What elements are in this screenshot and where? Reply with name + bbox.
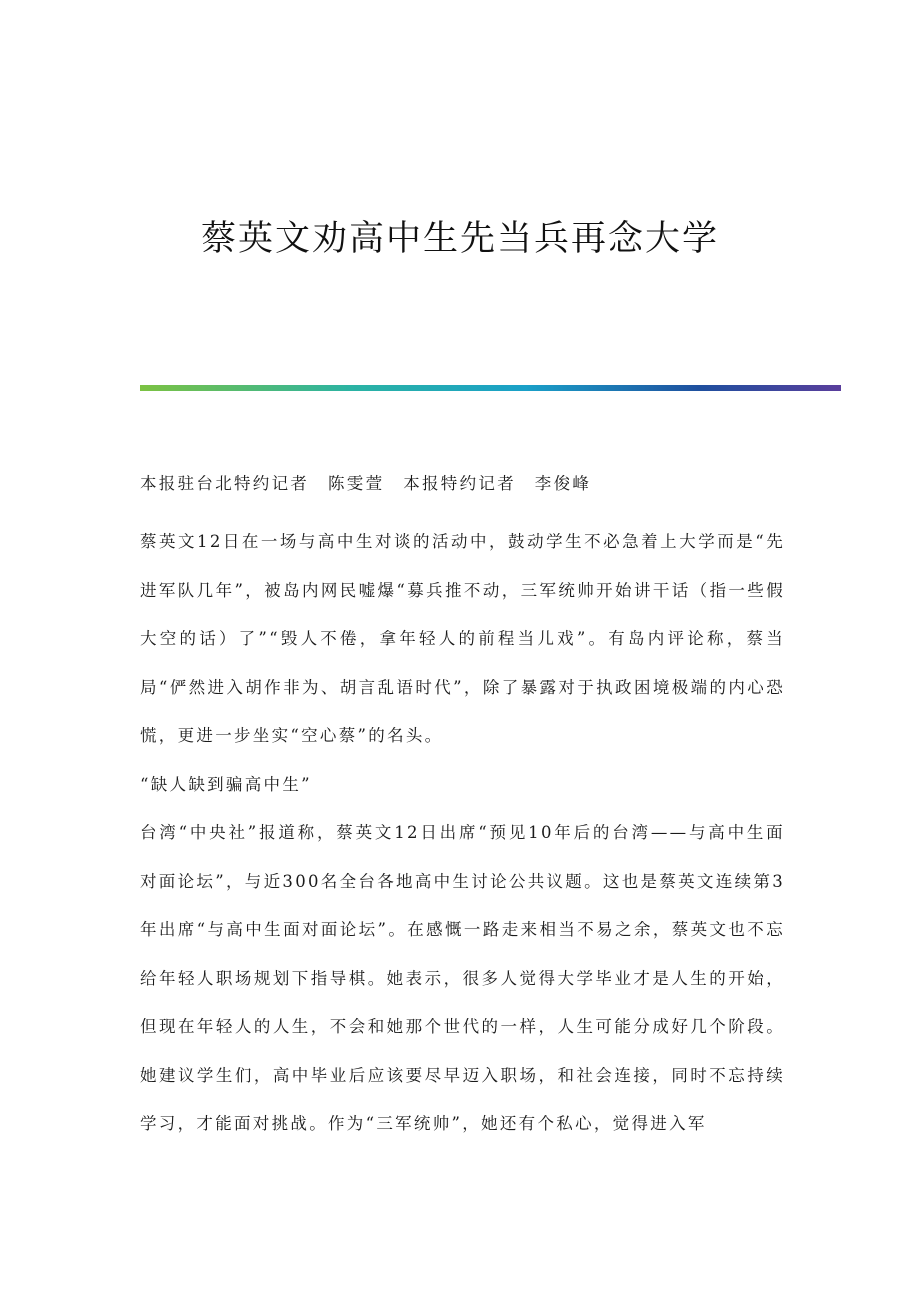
byline: 本报驻台北特约记者 陈雯萱 本报特约记者 李俊峰 — [140, 474, 592, 493]
article-body — [140, 470, 785, 1149]
article-title: 蔡英文劝高中生先当兵再念大学 — [200, 219, 719, 259]
paragraph-2: 台湾“中央社”报道称，蔡英文12日出席“预见10年后的台湾——与高中生面对面论坛”，与近300名全台各地高中生讨论公共议题。这也是蔡英文连续第3年出席“与高中生面对面论坛”。在感慨一路走来相当不易之余，蔡英文也不忘给年轻人职场规划下指导棋。她表示，很多人觉得大学毕业才是人生的开始，但现在年轻人的人生，不会和她那个世代的一样，人生可能分成好几个阶段。她建议学生们，高中毕业后应该要尽早迈入职场，和社会连接，同时不忘持续学习，才能面对挑战。作为“三军统帅”，她还有个私心，觉得进入军 — [140, 823, 785, 1133]
section-subheading: “缺人缺到骗高中生” — [140, 774, 312, 794]
title-divider — [140, 385, 841, 391]
paragraph-1: 蔡英文12日在一场与高中生对谈的活动中，鼓动学生不必急着上大学而是“先进军队几年”，被岛内网民嘘爆“募兵推不动，三军统帅开始讲干话（指一些假大空的话）了”“毁人不倦，拿年轻人的前程当儿戏”。有岛内评论称，蔡当局“俨然进入胡作非为、胡言乱语时代”，除了暴露对于执政困境极端的内心恐慌，更进一步坐实“空心蔡”的名头。 — [140, 532, 785, 745]
